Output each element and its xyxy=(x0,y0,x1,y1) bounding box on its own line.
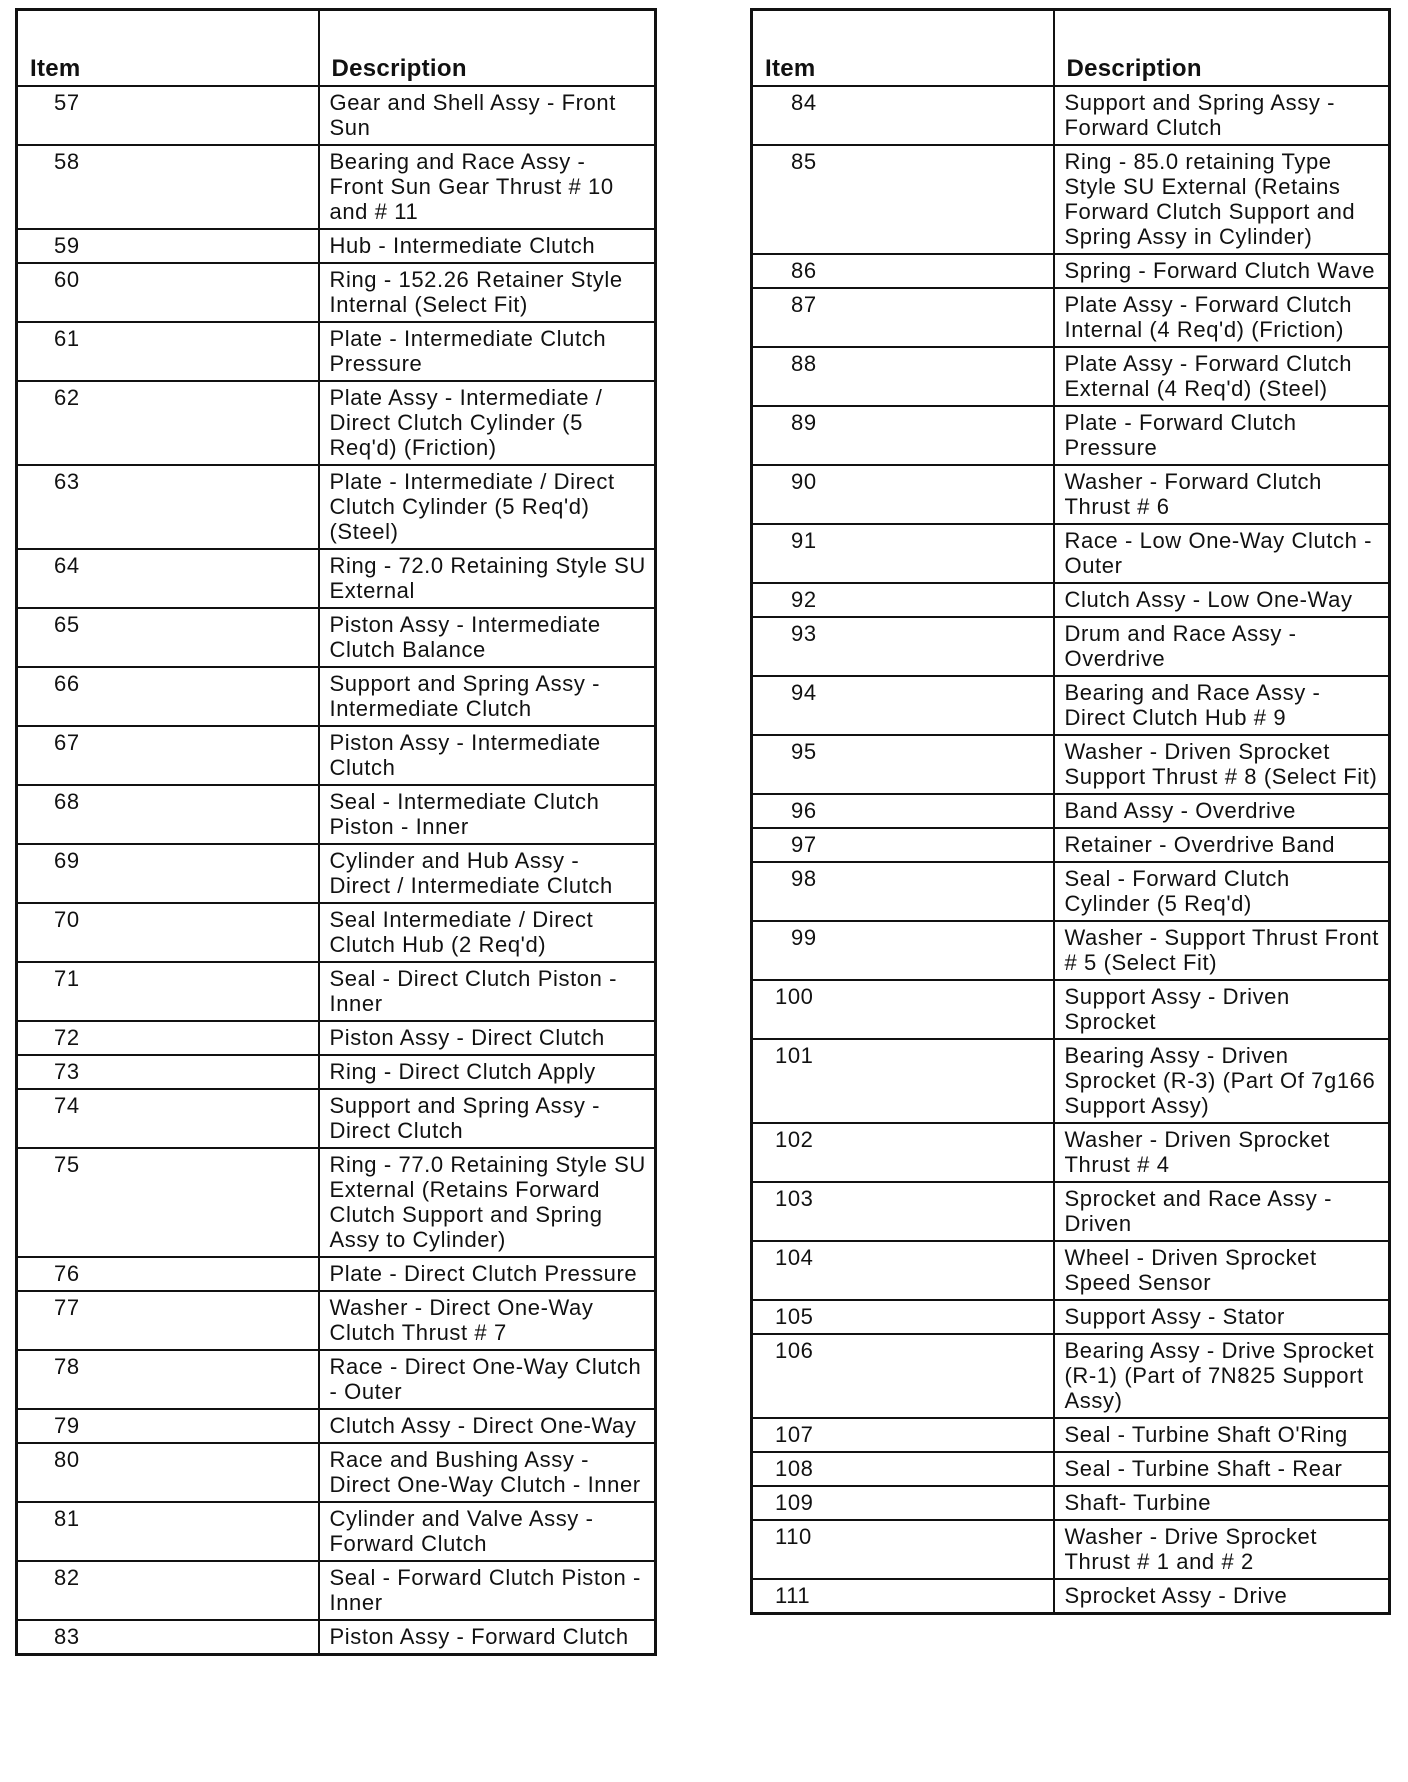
item-number: 71 xyxy=(17,962,319,1021)
item-number: 82 xyxy=(17,1561,319,1620)
item-description: Bearing Assy - Drive Sprocket (R-1) (Part of 7N825 Support Assy) xyxy=(1054,1334,1390,1418)
item-description: Washer - Driven Sprocket Thrust # 4 xyxy=(1054,1123,1390,1182)
item-number: 111 xyxy=(752,1579,1054,1614)
item-number: 97 xyxy=(752,828,1054,862)
item-description: Seal - Turbine Shaft - Rear xyxy=(1054,1452,1390,1486)
table-row xyxy=(17,667,656,726)
table-row xyxy=(17,785,656,844)
item-description: Plate - Intermediate / Direct Clutch Cylinder (5 Req'd) (Steel) xyxy=(319,465,656,549)
item-description: Bearing and Race Assy - Direct Clutch Hub # 9 xyxy=(1054,676,1390,735)
item-number: 100 xyxy=(752,980,1054,1039)
item-number: 106 xyxy=(752,1334,1054,1418)
item-description: Washer - Drive Sprocket Thrust # 1 and # 2 xyxy=(1054,1520,1390,1579)
table-row xyxy=(17,726,656,785)
item-number: 96 xyxy=(752,794,1054,828)
description-column-header: Description xyxy=(1054,10,1390,87)
item-number: 86 xyxy=(752,254,1054,288)
item-description: Piston Assy - Intermediate Clutch xyxy=(319,726,656,785)
item-description: Spring - Forward Clutch Wave xyxy=(1054,254,1390,288)
item-number: 98 xyxy=(752,862,1054,921)
item-number: 81 xyxy=(17,1502,319,1561)
item-number: 76 xyxy=(17,1257,319,1291)
item-number: 90 xyxy=(752,465,1054,524)
item-number: 64 xyxy=(17,549,319,608)
item-description: Piston Assy - Intermediate Clutch Balance xyxy=(319,608,656,667)
item-description: Retainer - Overdrive Band xyxy=(1054,828,1390,862)
item-number: 103 xyxy=(752,1182,1054,1241)
item-description: Support and Spring Assy - Intermediate Clutch xyxy=(319,667,656,726)
item-description: Bearing and Race Assy - Front Sun Gear Thrust # 10 and # 11 xyxy=(319,145,656,229)
item-description: Plate Assy - Forward Clutch Internal (4 Req'd) (Friction) xyxy=(1054,288,1390,347)
table-row xyxy=(752,1486,1390,1520)
item-number: 102 xyxy=(752,1123,1054,1182)
item-number: 92 xyxy=(752,583,1054,617)
table-row xyxy=(17,1561,656,1620)
item-number: 70 xyxy=(17,903,319,962)
table-row xyxy=(752,617,1390,676)
item-description: Drum and Race Assy - Overdrive xyxy=(1054,617,1390,676)
item-description: Plate - Forward Clutch Pressure xyxy=(1054,406,1390,465)
table-row xyxy=(17,1350,656,1409)
table-row xyxy=(752,524,1390,583)
header-row xyxy=(752,10,1390,87)
item-description: Band Assy - Overdrive xyxy=(1054,794,1390,828)
item-number: 88 xyxy=(752,347,1054,406)
item-description: Plate - Intermediate Clutch Pressure xyxy=(319,322,656,381)
item-number: 57 xyxy=(17,86,319,145)
table-row xyxy=(752,1300,1390,1334)
table-row xyxy=(752,794,1390,828)
item-description: Plate - Direct Clutch Pressure xyxy=(319,1257,656,1291)
table-row xyxy=(17,263,656,322)
table-row xyxy=(752,862,1390,921)
table-row xyxy=(17,1257,656,1291)
item-number: 79 xyxy=(17,1409,319,1443)
item-number: 67 xyxy=(17,726,319,785)
table-row xyxy=(17,1291,656,1350)
table-row xyxy=(752,1241,1390,1300)
item-description: Ring - 77.0 Retaining Style SU External (Retains Forward Clutch Support and Spring Assy to Cylinder) xyxy=(319,1148,656,1257)
table-row xyxy=(752,465,1390,524)
table-row xyxy=(17,1409,656,1443)
item-description: Seal - Intermediate Clutch Piston - Inner xyxy=(319,785,656,844)
item-description: Support Assy - Stator xyxy=(1054,1300,1390,1334)
table-row xyxy=(752,1579,1390,1614)
item-number: 101 xyxy=(752,1039,1054,1123)
table-row xyxy=(17,844,656,903)
item-number: 89 xyxy=(752,406,1054,465)
table-row xyxy=(17,86,656,145)
item-number: 84 xyxy=(752,86,1054,145)
item-description: Gear and Shell Assy - Front Sun xyxy=(319,86,656,145)
table-row xyxy=(752,347,1390,406)
item-description: Seal Intermediate / Direct Clutch Hub (2 Req'd) xyxy=(319,903,656,962)
item-number: 99 xyxy=(752,921,1054,980)
table-row xyxy=(752,145,1390,254)
item-number: 68 xyxy=(17,785,319,844)
item-description: Bearing Assy - Driven Sprocket (R-3) (Part Of 7g166 Support Assy) xyxy=(1054,1039,1390,1123)
parts-table-right-body xyxy=(752,86,1390,1614)
item-description: Support and Spring Assy - Forward Clutch xyxy=(1054,86,1390,145)
table-row xyxy=(752,254,1390,288)
table-row xyxy=(17,465,656,549)
item-number: 95 xyxy=(752,735,1054,794)
table-row xyxy=(17,145,656,229)
item-description: Piston Assy - Direct Clutch xyxy=(319,1021,656,1055)
item-description: Support Assy - Driven Sprocket xyxy=(1054,980,1390,1039)
item-description: Seal - Forward Clutch Cylinder (5 Req'd) xyxy=(1054,862,1390,921)
table-row xyxy=(752,583,1390,617)
header-row xyxy=(17,10,656,87)
parts-table-right xyxy=(750,8,1391,1615)
item-number: 58 xyxy=(17,145,319,229)
item-number: 60 xyxy=(17,263,319,322)
item-description: Ring - Direct Clutch Apply xyxy=(319,1055,656,1089)
item-number: 72 xyxy=(17,1021,319,1055)
item-description: Clutch Assy - Direct One-Way xyxy=(319,1409,656,1443)
item-description: Ring - 152.26 Retainer Style Internal (Select Fit) xyxy=(319,263,656,322)
description-column-header: Description xyxy=(319,10,656,87)
item-description: Hub - Intermediate Clutch xyxy=(319,229,656,263)
item-description: Cylinder and Valve Assy - Forward Clutch xyxy=(319,1502,656,1561)
parts-table-left xyxy=(15,8,657,1656)
table-row xyxy=(752,1039,1390,1123)
table-row xyxy=(17,1021,656,1055)
table-row xyxy=(17,1055,656,1089)
table-row xyxy=(752,1123,1390,1182)
item-description: Washer - Direct One-Way Clutch Thrust # 7 xyxy=(319,1291,656,1350)
table-row xyxy=(752,1520,1390,1579)
item-description: Plate Assy - Forward Clutch External (4 Req'd) (Steel) xyxy=(1054,347,1390,406)
item-number: 93 xyxy=(752,617,1054,676)
table-row xyxy=(17,322,656,381)
item-description: Ring - 85.0 retaining Type Style SU External (Retains Forward Clutch Support and Spring Assy in Cylinder) xyxy=(1054,145,1390,254)
item-description: Ring - 72.0 Retaining Style SU External xyxy=(319,549,656,608)
item-number: 66 xyxy=(17,667,319,726)
table-row xyxy=(752,86,1390,145)
item-number: 83 xyxy=(17,1620,319,1655)
item-number: 78 xyxy=(17,1350,319,1409)
item-number: 63 xyxy=(17,465,319,549)
item-description: Cylinder and Hub Assy - Direct / Intermediate Clutch xyxy=(319,844,656,903)
item-number: 87 xyxy=(752,288,1054,347)
table-row xyxy=(752,1452,1390,1486)
item-description: Sprocket and Race Assy - Driven xyxy=(1054,1182,1390,1241)
table-row xyxy=(752,735,1390,794)
item-number: 61 xyxy=(17,322,319,381)
item-description: Washer - Support Thrust Front # 5 (Select Fit) xyxy=(1054,921,1390,980)
item-number: 59 xyxy=(17,229,319,263)
item-number: 110 xyxy=(752,1520,1054,1579)
item-number: 69 xyxy=(17,844,319,903)
item-column-header: Item xyxy=(17,10,319,87)
parts-table-left-body xyxy=(17,86,656,1655)
table-row xyxy=(752,406,1390,465)
item-number: 105 xyxy=(752,1300,1054,1334)
item-description: Support and Spring Assy -Direct Clutch xyxy=(319,1089,656,1148)
item-column-header: Item xyxy=(752,10,1054,87)
table-row xyxy=(17,962,656,1021)
table-row xyxy=(17,608,656,667)
table-row xyxy=(17,549,656,608)
table-row xyxy=(752,1334,1390,1418)
item-number: 80 xyxy=(17,1443,319,1502)
table-row xyxy=(17,1620,656,1655)
table-row xyxy=(17,381,656,465)
item-number: 91 xyxy=(752,524,1054,583)
table-row xyxy=(17,1148,656,1257)
item-description: Wheel - Driven Sprocket Speed Sensor xyxy=(1054,1241,1390,1300)
item-description: Sprocket Assy - Drive xyxy=(1054,1579,1390,1614)
table-row xyxy=(17,229,656,263)
table-row xyxy=(752,676,1390,735)
table-row xyxy=(752,288,1390,347)
item-description: Race - Direct One-Way Clutch - Outer xyxy=(319,1350,656,1409)
item-description: Piston Assy - Forward Clutch xyxy=(319,1620,656,1655)
item-number: 73 xyxy=(17,1055,319,1089)
item-description: Shaft- Turbine xyxy=(1054,1486,1390,1520)
item-number: 75 xyxy=(17,1148,319,1257)
item-number: 109 xyxy=(752,1486,1054,1520)
item-number: 85 xyxy=(752,145,1054,254)
table-row xyxy=(17,1089,656,1148)
table-row xyxy=(17,1502,656,1561)
table-row xyxy=(17,1443,656,1502)
item-number: 62 xyxy=(17,381,319,465)
item-description: Seal - Forward Clutch Piston - Inner xyxy=(319,1561,656,1620)
item-number: 107 xyxy=(752,1418,1054,1452)
item-description: Seal - Turbine Shaft O'Ring xyxy=(1054,1418,1390,1452)
item-description: Washer - Driven Sprocket Support Thrust # 8 (Select Fit) xyxy=(1054,735,1390,794)
item-description: Race and Bushing Assy - Direct One-Way Clutch - Inner xyxy=(319,1443,656,1502)
item-description: Washer - Forward Clutch Thrust # 6 xyxy=(1054,465,1390,524)
item-description: Clutch Assy - Low One-Way xyxy=(1054,583,1390,617)
item-number: 104 xyxy=(752,1241,1054,1300)
item-number: 94 xyxy=(752,676,1054,735)
table-row xyxy=(752,1418,1390,1452)
table-row xyxy=(752,921,1390,980)
item-number: 77 xyxy=(17,1291,319,1350)
table-row xyxy=(17,903,656,962)
table-row xyxy=(752,1182,1390,1241)
item-description: Seal - Direct Clutch Piston - Inner xyxy=(319,962,656,1021)
item-description: Race - Low One-Way Clutch - Outer xyxy=(1054,524,1390,583)
table-row xyxy=(752,828,1390,862)
table-row xyxy=(752,980,1390,1039)
item-number: 108 xyxy=(752,1452,1054,1486)
item-description: Plate Assy - Intermediate / Direct Clutch Cylinder (5 Req'd) (Friction) xyxy=(319,381,656,465)
item-number: 74 xyxy=(17,1089,319,1148)
item-number: 65 xyxy=(17,608,319,667)
